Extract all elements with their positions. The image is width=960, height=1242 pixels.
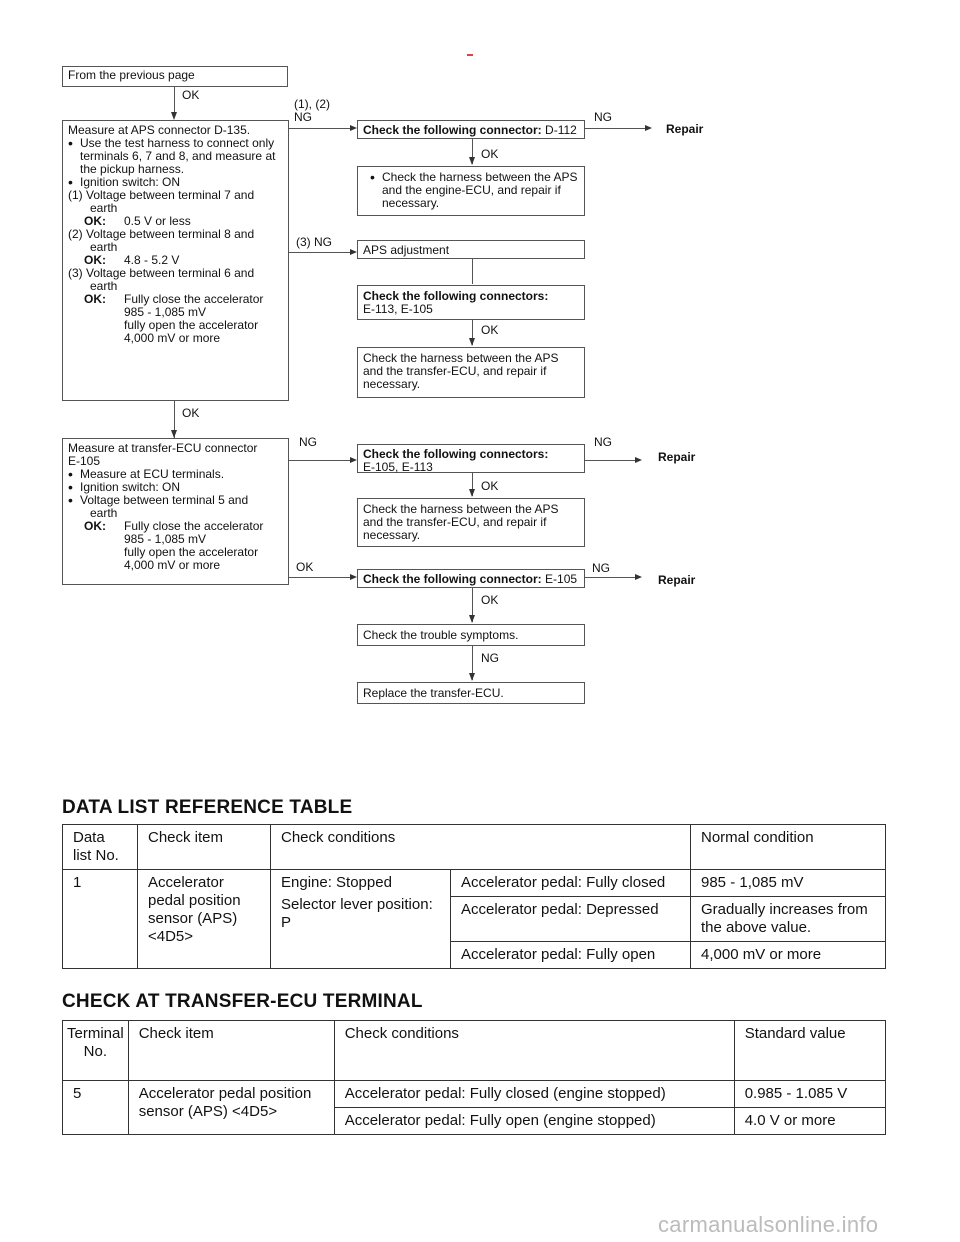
transfer-measure-connector: E-105 — [68, 454, 101, 468]
ok-value: Fully close the accelerator — [124, 292, 264, 306]
ok-label: OK — [481, 147, 499, 161]
check-title: Check the following connectors: — [363, 289, 549, 303]
condition-engine: Engine: Stopped — [281, 874, 392, 891]
trouble-symptoms-text: Check the trouble symptoms. — [363, 628, 519, 642]
check-connectors-2-box — [357, 444, 585, 473]
arrow-right-icon — [350, 574, 357, 580]
transfer-bullet-1: • Measure at ECU terminals. — [68, 468, 283, 481]
ok-label: OK — [481, 479, 499, 493]
repair-label: Repair — [666, 122, 704, 136]
ok-value: 4,000 mV or more — [124, 331, 221, 345]
aps-measure-title: Measure at APS connector D-135. — [68, 123, 251, 137]
ok-label: OK — [182, 406, 200, 420]
terminal-no: 5 — [63, 1081, 129, 1135]
normal-condition: 985 - 1,085 mV — [691, 870, 886, 897]
terminal-table — [62, 1020, 886, 1135]
ok-value: Fully close the accelerator — [124, 519, 264, 533]
aps-cond-3b: earth — [90, 279, 118, 293]
aps-adjustment-box — [357, 240, 585, 259]
standard-value: 0.985 - 1.085 V — [734, 1081, 885, 1108]
arrow-right-icon — [645, 125, 652, 131]
harness-engine-text: • Check the harness between the APS and the engine-ECU, and repair if necessary. — [370, 171, 579, 210]
arrow-right-icon — [635, 574, 642, 580]
aps-measure-box — [62, 120, 289, 401]
aps-cond-1: (1) Voltage between terminal 7 and — [68, 188, 255, 202]
arrow-right-icon — [350, 249, 357, 255]
condition-selector: Selector lever position: P — [281, 896, 433, 931]
transfer-measure-title: Measure at transfer-ECU connector — [68, 441, 258, 455]
check-title: Check the following connector: — [363, 572, 542, 586]
arrow-down-icon — [469, 673, 475, 681]
arrow-down-icon — [171, 430, 177, 438]
arrow-down-icon — [171, 112, 177, 120]
arrow-down-icon — [469, 338, 475, 346]
branch-label: (3) NG — [296, 235, 332, 249]
check-condition: Accelerator pedal: Fully open (engine stopped) — [334, 1108, 734, 1135]
ok-value: 985 - 1,085 mV — [124, 305, 207, 319]
replace-ecu-box — [357, 682, 585, 704]
arrow-right-icon — [350, 457, 357, 463]
ok-value: 985 - 1,085 mV — [124, 532, 207, 546]
normal-condition: 4,000 mV or more — [691, 942, 886, 969]
repair-label: Repair — [658, 573, 696, 587]
connector-ids: E-113, E-105 — [363, 302, 433, 316]
condition-pedal: Accelerator pedal: Fully open — [451, 942, 691, 969]
column-header: Check item — [128, 1021, 334, 1081]
ok-key: OK: — [84, 214, 106, 228]
harness-transfer-text: Check the harness between the APS and the transfer-ECU, and repair if necessary. — [363, 351, 559, 391]
condition-pedal: Accelerator pedal: Fully closed — [451, 870, 691, 897]
data-list-heading: DATA LIST REFERENCE TABLE — [62, 797, 353, 818]
transfer-bullet-3b: earth — [90, 506, 118, 520]
replace-ecu-text: Replace the transfer-ECU. — [363, 686, 504, 700]
column-header: Standard value — [734, 1021, 885, 1081]
condition-pedal: Accelerator pedal: Depressed — [451, 897, 691, 942]
ok-label: OK — [481, 593, 499, 607]
connector-ids: E-105, E-113 — [363, 460, 433, 474]
column-header: Terminal No. — [63, 1021, 129, 1081]
transfer-bullet-3: • Voltage between terminal 5 and — [68, 494, 283, 507]
from-previous-box — [62, 66, 288, 87]
check-title: Check the following connector: — [363, 123, 542, 137]
arrow-down-icon — [469, 489, 475, 497]
aps-bullet-1: • Use the test harness to connect only terminals 6, 7 and 8, and measure at the pickup harness. — [68, 137, 283, 176]
arrow-right-icon — [635, 457, 642, 463]
arrow-right-icon — [350, 125, 357, 131]
ng-label: NG — [592, 561, 610, 575]
column-header: Normal condition — [691, 825, 886, 870]
column-header: Check conditions — [334, 1021, 734, 1081]
ok-label: OK — [481, 323, 499, 337]
transfer-bullet-2: • Ignition switch: ON — [68, 481, 283, 494]
ng-label: NG — [594, 435, 612, 449]
check-title: Check the following connectors: — [363, 447, 549, 461]
check-e105-box — [357, 569, 585, 588]
table-header-row — [63, 825, 886, 870]
table-row — [63, 1081, 886, 1108]
branch-label: (1), (2) — [294, 97, 330, 111]
check-d112-box — [357, 120, 585, 139]
column-header: Check conditions — [271, 825, 691, 870]
standard-value: 4.0 V or more — [734, 1108, 885, 1135]
table-row — [63, 870, 886, 897]
ok-value: fully open the accelerator — [124, 318, 259, 332]
from-previous-text: From the previous page — [68, 68, 195, 82]
transfer-measure-box — [62, 438, 289, 585]
normal-condition: Gradually increases from the above value. — [691, 897, 886, 942]
arrow-down-icon — [469, 157, 475, 165]
harness-transfer-1-box — [357, 347, 585, 398]
check-item: Accelerator pedal position sensor (APS) <4D5> — [128, 1081, 334, 1135]
ng-label: NG — [594, 110, 612, 124]
ok-label: OK — [182, 88, 200, 102]
data-list-no: 1 — [63, 870, 138, 969]
aps-bullet-2: • Ignition switch: ON — [68, 176, 283, 189]
ok-value: fully open the accelerator — [124, 545, 259, 559]
ok-key: OK: — [84, 292, 106, 306]
table-header-row — [63, 1021, 886, 1081]
ok-value: 4.8 - 5.2 V — [124, 253, 180, 267]
data-list-table — [62, 824, 886, 969]
aps-adjustment-text: APS adjustment — [363, 243, 450, 257]
harness-transfer-text: Check the harness between the APS and the transfer-ECU, and repair if necessary. — [363, 502, 559, 542]
check-condition: Accelerator pedal: Fully closed (engine stopped) — [334, 1081, 734, 1108]
trouble-symptoms-box — [357, 624, 585, 646]
ok-label: OK — [296, 560, 314, 574]
aps-cond-1b: earth — [90, 201, 118, 215]
column-header: Check item — [138, 825, 271, 870]
ok-key: OK: — [84, 253, 106, 267]
watermark: carmanualsonline.info — [658, 1212, 879, 1237]
aps-cond-2b: earth — [90, 240, 118, 254]
connector-id: E-105 — [545, 572, 578, 586]
harness-engine-box — [357, 166, 585, 216]
ok-value: 4,000 mV or more — [124, 558, 221, 572]
aps-cond-2: (2) Voltage between terminal 8 and — [68, 227, 255, 241]
aps-cond-3: (3) Voltage between terminal 6 and — [68, 266, 255, 280]
harness-transfer-2-box — [357, 498, 585, 547]
check-item: Accelerator pedal position sensor (APS) <4D5> — [138, 870, 271, 969]
ng-label: NG — [481, 651, 499, 665]
ok-value: 0.5 V or less — [124, 214, 191, 228]
column-header: Data list No. — [63, 825, 138, 870]
arrow-down-icon — [469, 615, 475, 623]
connector-id: D-112 — [545, 123, 577, 137]
check-connectors-1-box — [357, 285, 585, 320]
repair-label: Repair — [658, 450, 696, 464]
branch-label: NG — [294, 110, 312, 124]
ok-key: OK: — [84, 519, 106, 533]
ng-label: NG — [299, 435, 317, 449]
terminal-heading: CHECK AT TRANSFER-ECU TERMINAL — [62, 991, 423, 1012]
